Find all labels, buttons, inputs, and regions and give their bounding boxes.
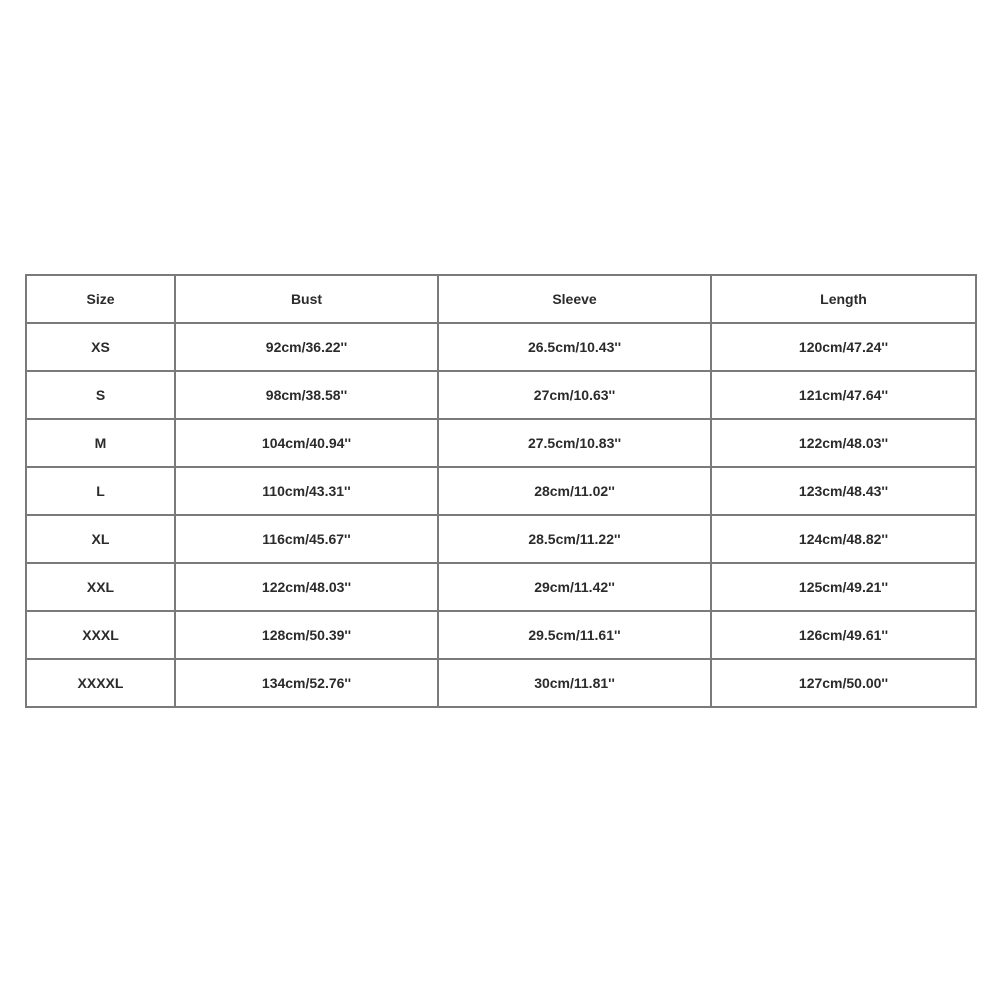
cell-length: 126cm/49.61'' bbox=[711, 611, 976, 659]
cell-bust: 128cm/50.39'' bbox=[175, 611, 438, 659]
table-row bbox=[26, 419, 976, 467]
cell-length: 127cm/50.00'' bbox=[711, 659, 976, 707]
table-row bbox=[26, 515, 976, 563]
cell-size: XXXL bbox=[26, 611, 175, 659]
cell-sleeve: 28cm/11.02'' bbox=[438, 467, 711, 515]
cell-size: XS bbox=[26, 323, 175, 371]
cell-length: 120cm/47.24'' bbox=[711, 323, 976, 371]
cell-sleeve: 29.5cm/11.61'' bbox=[438, 611, 711, 659]
cell-size: XXL bbox=[26, 563, 175, 611]
cell-size: S bbox=[26, 371, 175, 419]
cell-bust: 104cm/40.94'' bbox=[175, 419, 438, 467]
cell-sleeve: 27cm/10.63'' bbox=[438, 371, 711, 419]
cell-sleeve: 29cm/11.42'' bbox=[438, 563, 711, 611]
cell-length: 125cm/49.21'' bbox=[711, 563, 976, 611]
cell-bust: 110cm/43.31'' bbox=[175, 467, 438, 515]
cell-length: 121cm/47.64'' bbox=[711, 371, 976, 419]
table-row bbox=[26, 467, 976, 515]
size-chart-header bbox=[26, 275, 976, 323]
cell-length: 122cm/48.03'' bbox=[711, 419, 976, 467]
cell-sleeve: 30cm/11.81'' bbox=[438, 659, 711, 707]
header-length: Length bbox=[711, 275, 976, 323]
cell-sleeve: 28.5cm/11.22'' bbox=[438, 515, 711, 563]
cell-size: L bbox=[26, 467, 175, 515]
size-chart-body bbox=[26, 323, 976, 707]
table-row bbox=[26, 323, 976, 371]
header-bust: Bust bbox=[175, 275, 438, 323]
cell-bust: 116cm/45.67'' bbox=[175, 515, 438, 563]
header-sleeve: Sleeve bbox=[438, 275, 711, 323]
size-chart-table bbox=[25, 274, 977, 708]
table-row bbox=[26, 371, 976, 419]
table-row bbox=[26, 563, 976, 611]
cell-bust: 122cm/48.03'' bbox=[175, 563, 438, 611]
header-size: Size bbox=[26, 275, 175, 323]
cell-length: 124cm/48.82'' bbox=[711, 515, 976, 563]
cell-length: 123cm/48.43'' bbox=[711, 467, 976, 515]
table-row bbox=[26, 659, 976, 707]
header-row bbox=[26, 275, 976, 323]
cell-size: XXXXL bbox=[26, 659, 175, 707]
cell-bust: 92cm/36.22'' bbox=[175, 323, 438, 371]
cell-bust: 134cm/52.76'' bbox=[175, 659, 438, 707]
cell-bust: 98cm/38.58'' bbox=[175, 371, 438, 419]
table-row bbox=[26, 611, 976, 659]
cell-sleeve: 26.5cm/10.43'' bbox=[438, 323, 711, 371]
cell-sleeve: 27.5cm/10.83'' bbox=[438, 419, 711, 467]
cell-size: M bbox=[26, 419, 175, 467]
cell-size: XL bbox=[26, 515, 175, 563]
